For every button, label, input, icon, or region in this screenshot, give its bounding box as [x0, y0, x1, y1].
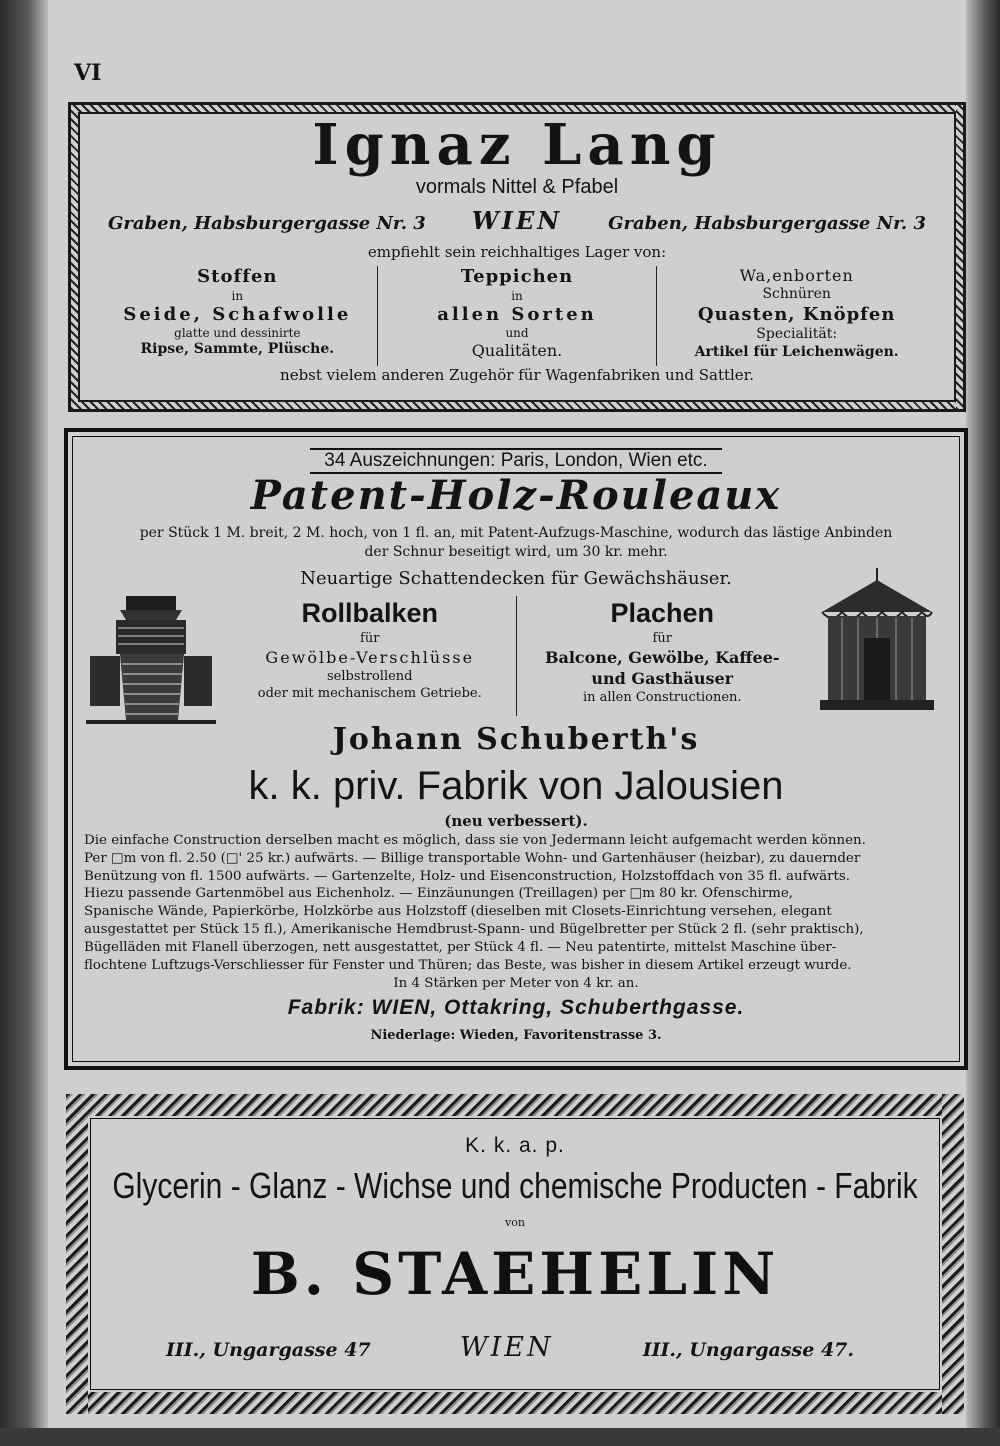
ad3-company-name: B. STAEHELIN: [250, 1240, 780, 1308]
col-line: oder mit mechanischem Getriebe.: [257, 685, 482, 701]
rope-border-top: [71, 105, 963, 112]
ad1-address-right: Graben, Habsburgergasse Nr. 3: [608, 213, 926, 234]
col-heading: Rollbalken: [301, 598, 439, 628]
ad2-columns: [224, 596, 808, 716]
ad2-factory-address: Fabrik: WIEN, Ottakring, Schuberthgasse.: [287, 996, 745, 1019]
ad1-city: WIEN: [471, 206, 563, 235]
col-line: in: [511, 288, 523, 303]
ad-ignaz-lang: [68, 102, 966, 412]
body-line: In 4 Stärken per Meter von 4 kr. an.: [393, 975, 639, 991]
ad2-depot: Niederlage: Wieden, Favoritenstrasse 3.: [370, 1028, 662, 1043]
ornament-border-bottom: [66, 1392, 964, 1414]
col-line: Specialität:: [756, 326, 838, 342]
rope-border-bottom: [71, 402, 963, 409]
body-line: Per □m von fl. 2.50 (□' 25 kr.) aufwärts. — Billige transportable Wohn- und Gartenhäuser (heizbar), zu dauernder: [84, 850, 861, 866]
ad1-address-left: Graben, Habsburgergasse Nr. 3: [108, 213, 426, 234]
ornament-border-top: [66, 1094, 964, 1116]
ad1-col-wagenborten: [656, 266, 936, 366]
ad3-address-right: III., Ungargasse 47.: [642, 1339, 854, 1361]
col-line: für: [360, 631, 380, 647]
ad3-city: WIEN: [459, 1332, 554, 1363]
ad3-address-left: III., Ungargasse 47: [166, 1339, 371, 1361]
col-line: in allen Constructionen.: [582, 689, 742, 705]
ad-schuberth: [64, 428, 968, 1070]
ad1-col-teppichen: [377, 266, 657, 366]
ad1-columns: [98, 266, 936, 366]
desc-line: per Stück 1 M. breit, 2 M. hoch, von 1 fl. an, mit Patent-Aufzugs-Maschine, wodurch das lästige Anbinden: [139, 525, 893, 541]
ad1-col-stoffen: [98, 266, 377, 366]
ad2-improved: (neu verbessert).: [444, 812, 588, 830]
ad2-description: [64, 524, 968, 562]
col-line: und: [505, 326, 529, 340]
ad3-von: von: [505, 1216, 525, 1229]
col-line: Schnüren: [762, 286, 831, 302]
ad3-privilege: K. k. a. p.: [465, 1134, 565, 1157]
col-heading: Teppichen: [460, 266, 574, 287]
col-line: glatte und dessinirte: [174, 326, 301, 340]
page-edge-left: [0, 0, 48, 1446]
ad2-body-text: [84, 832, 948, 992]
body-line: Die einfache Construction derselben macht es möglich, dass sie von Jedermann leicht aufgemacht werden können.: [84, 833, 866, 848]
col-line: Ripse, Sammte, Plüsche.: [140, 341, 335, 357]
col-line: Balcone, Gewölbe, Kaffee-: [544, 647, 780, 667]
ad2-factory: k. k. priv. Fabrik von Jalousien: [248, 764, 784, 808]
col-line: in: [231, 288, 244, 303]
col-line: Quasten, Knöpfen: [697, 303, 896, 325]
ad-staehelin: [66, 1094, 964, 1414]
col-line: für: [652, 631, 672, 647]
col-heading: Wa,enborten: [739, 266, 854, 285]
body-line: ausgestattet per Stück 15 fl.), Amerikanische Hemdbrust-Spann- und Bügelbretter per Stück 2 fl. (sehr praktisch),: [84, 922, 864, 938]
ad3-product: Glycerin - Glanz - Wichse und chemische Producten - Fabrik: [112, 1166, 918, 1207]
ad2-col-rollbalken: [224, 596, 516, 716]
body-line: Spanische Wände, Papierkörbe, Holzkörbe aus Holzstoff (dieselben mit Closets-Einrichtung versehen, elegant: [84, 904, 832, 920]
page-number: VI: [74, 60, 102, 86]
ad1-footer: nebst vielem anderen Zugehör für Wagenfabriken und Sattler.: [280, 366, 754, 384]
ad2-title: Patent-Holz-Rouleaux: [250, 472, 782, 519]
ad2-col-plachen: [516, 596, 809, 716]
ad1-address-line: [108, 206, 926, 235]
ad2-novelty: Neuartige Schattendecken für Gewächshäuser.: [300, 568, 732, 589]
ad2-awards: [64, 448, 968, 474]
ad1-title: Ignaz Lang: [312, 112, 722, 178]
col-line: und Gasthäuser: [591, 668, 734, 688]
col-line: Gewölbe-Verschlüsse: [265, 647, 475, 667]
ad2-company: Johann Schuberth's: [332, 722, 700, 757]
body-line: flochtene Luftzugs-Verschliesser für Fenster und Thüren; das Beste, was bisher in diesem Artikel erzeugt wurde.: [84, 957, 852, 973]
body-line: Hiezu passende Gartenmöbel aus Eichenholz. — Einzäunungen (Treillagen) per □m 80 kr. Ofenschirme,: [84, 886, 794, 902]
ad1-subtitle: vormals Nittel & Pfabel: [415, 176, 619, 198]
col-line: selbstrollend: [327, 668, 413, 684]
desc-line: der Schnur beseitigt wird, um 30 kr. mehr.: [364, 543, 668, 560]
ad1-intro: empfiehlt sein reichhaltiges Lager von:: [367, 243, 667, 261]
col-line: Seide, Schafwolle: [123, 303, 352, 325]
awards-text: 34 Auszeichnungen: Paris, London, Wien etc.: [310, 448, 721, 474]
shutter-illustration: [86, 586, 216, 726]
ad3-address-line: [166, 1332, 854, 1363]
col-line: allen Sorten: [437, 303, 597, 325]
page-edge-bottom: [0, 1428, 1000, 1446]
col-heading: Plachen: [610, 598, 715, 628]
pavilion-illustration: [812, 568, 942, 718]
body-line: Benützung von fl. 1500 aufwärts. — Gartenzelte, Holz- und Eisenconstruction, Holzstoffdach von 35 fl. aufwärts.: [84, 868, 850, 884]
col-heading: Stoffen: [197, 266, 278, 287]
page-edge-right: [966, 0, 1000, 1446]
col-line: Qualitäten.: [471, 341, 563, 360]
body-line: Bügelläden mit Flanell überzogen, nett ausgestattet, per Stück 4 fl. — Neu patentirte, mittelst Maschine über-: [84, 939, 837, 955]
col-line: Artikel für Leichenwägen.: [694, 343, 899, 360]
